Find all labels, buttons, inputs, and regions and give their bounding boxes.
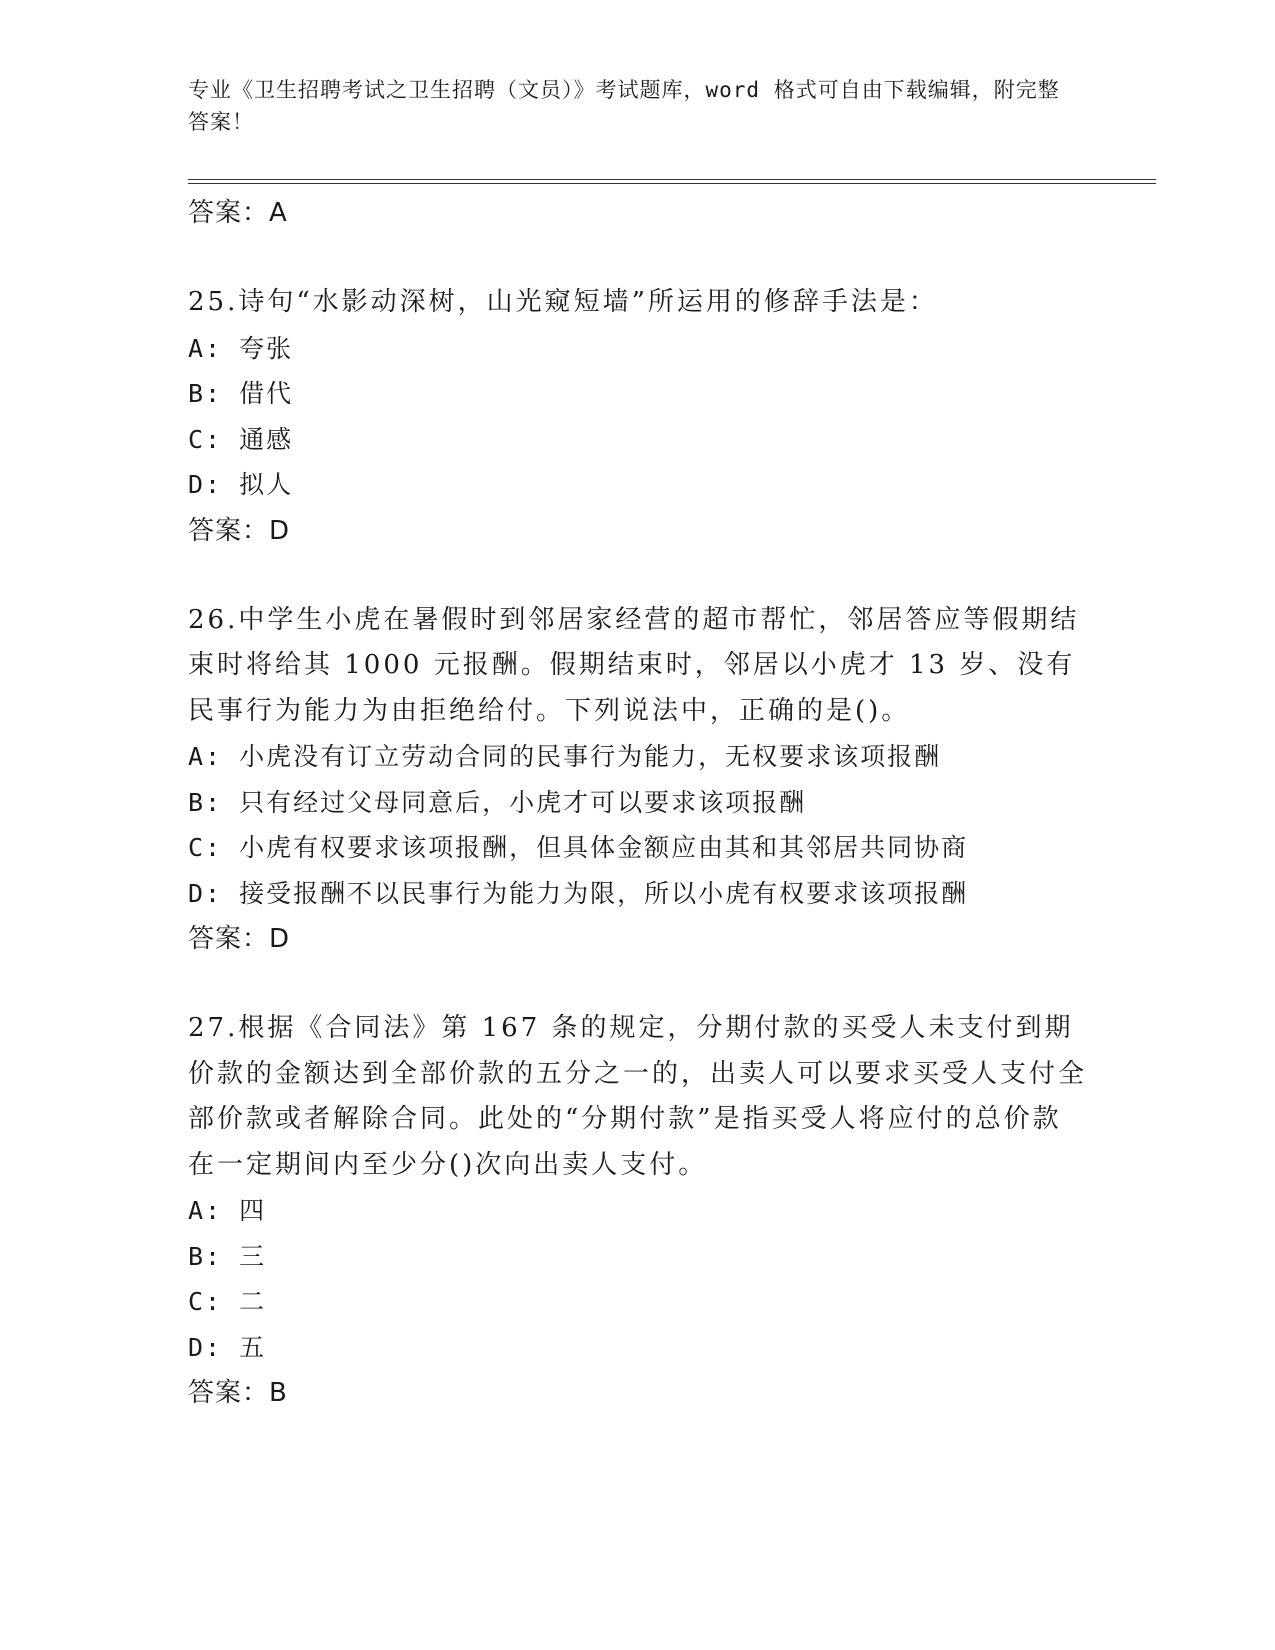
option-d: D: 五 <box>188 1332 267 1362</box>
header-divider-bottom <box>188 183 1156 184</box>
previous-answer: 答案：A <box>188 198 288 228</box>
option-b: B: 只有经过父母同意后，小虎才可以要求该项报酬 <box>188 787 807 817</box>
question-answer: 答案：D <box>188 924 291 954</box>
option-c: C: 通感 <box>188 424 294 454</box>
option-d: D: 接受报酬不以民事行为能力为限，所以小虎有权要求该项报酬 <box>188 878 969 908</box>
question-25 <box>188 280 1088 554</box>
option-a: A: 夸张 <box>188 333 294 363</box>
question-stem: 25.诗句“水影动深树，山光窥短墙”所运用的修辞手法是： <box>188 287 938 317</box>
option-d: D: 拟人 <box>188 470 294 499</box>
question-26 <box>188 598 1088 963</box>
option-b: B: 三 <box>188 1241 267 1271</box>
question-stem: 27.根据《合同法》第 167 条的规定，分期付款的买受人未支付到期价款的金额达到全部价款的五分之一的，出卖人可以要求买受人支付全部价款或者解除合同。此处的“分期付款”是指买受人将应付的总价款在一定期间内至少分()次向出卖人支付。 <box>188 1013 1088 1180</box>
document-header: 专业《卫生招聘考试之卫生招聘（文员）》考试题库，word 格式可自由下载编辑，附完整答案！ <box>188 78 1060 134</box>
header-divider-top <box>188 179 1156 180</box>
option-c: C: 小虎有权要求该项报酬，但具体金额应由其和其邻居共同协商 <box>188 833 969 862</box>
option-a: A: 小虎没有订立劳动合同的民事行为能力，无权要求该项报酬 <box>188 742 942 771</box>
question-answer: 答案：D <box>188 515 291 546</box>
option-a: A: 四 <box>188 1196 267 1225</box>
option-c: C: 二 <box>188 1287 267 1316</box>
question-27 <box>188 1006 1088 1416</box>
question-answer: 答案：B <box>188 1378 288 1408</box>
question-list <box>188 188 1088 1416</box>
question-stem: 26.中学生小虎在暑假时到邻居家经营的超市帮忙，邻居答应等假期结束时将给其 1000 元报酬。假期结束时，邻居以小虎才 13 岁、没有民事行为能力为由拒绝给付。下列说法中，正确的是()。 <box>188 604 1080 726</box>
option-b: B: 借代 <box>188 379 294 408</box>
